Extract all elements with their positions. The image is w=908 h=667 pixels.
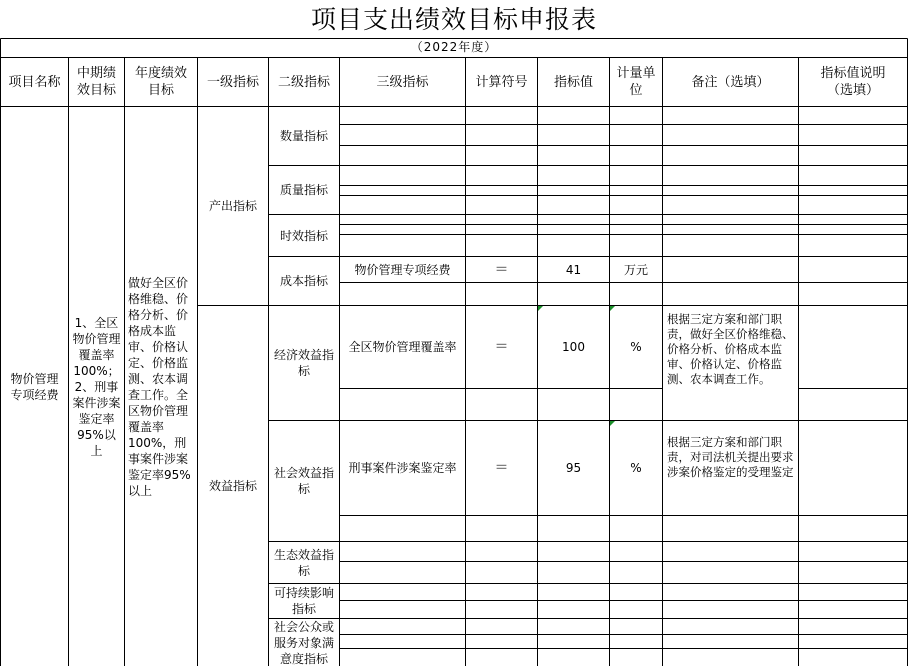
cost-value: 41 bbox=[565, 262, 582, 277]
header-unit: 计量单位 bbox=[616, 66, 656, 98]
header-value: 指标值 bbox=[553, 74, 593, 90]
social-unit: % bbox=[630, 461, 642, 475]
cost-indicator: 物价管理专项经费 bbox=[354, 262, 451, 277]
level2-quality: 质量指标 bbox=[279, 183, 328, 197]
header-level1: 一级指标 bbox=[206, 74, 259, 90]
social-indicator: 刑事案件涉案鉴定率 bbox=[348, 461, 457, 475]
level2-ecological: 生态效益指标 bbox=[273, 547, 334, 578]
header-symbol: 计算符号 bbox=[475, 74, 528, 90]
header-annual-goal: 年度绩效目标 bbox=[134, 66, 187, 98]
cell-marker bbox=[610, 306, 615, 311]
header-note: 备注（选填） bbox=[691, 74, 770, 90]
header-level2: 二级指标 bbox=[277, 74, 330, 90]
header-project-name: 项目名称 bbox=[8, 74, 61, 90]
annual-goal-cell: 做好全区价格维稳、价格分析、价格成本监审、价格认定、价格监测、农本调查工作。全区物价管理覆盖率100%，刑事案件涉案鉴定率95%以上 bbox=[128, 275, 191, 498]
cost-symbol: ＝ bbox=[494, 261, 509, 278]
level2-sustainable: 可持续影响指标 bbox=[273, 586, 334, 616]
cell-marker bbox=[538, 306, 543, 311]
level2-satisfaction: 社会公众或服务对象满意度指标 bbox=[273, 619, 334, 666]
mid-term-goal-cell: 1、全区物价管理覆盖率100%；2、刑事案件涉案鉴定率95%以上 bbox=[72, 315, 121, 458]
level1-output: 产出指标 bbox=[208, 199, 257, 213]
economic-unit: % bbox=[630, 340, 642, 354]
year-subtitle: （2022年度） bbox=[410, 40, 498, 54]
social-note: 根据三定方案和部门职责，对司法机关提出要求涉案价格鉴定的受理鉴定 bbox=[667, 435, 794, 479]
economic-indicator: 全区物价管理覆盖率 bbox=[348, 340, 457, 354]
page-title: 项目支出绩效目标申报表 bbox=[310, 5, 597, 34]
cell-marker bbox=[610, 421, 615, 426]
level2-cost: 成本指标 bbox=[279, 274, 328, 288]
level2-quantity: 数量指标 bbox=[279, 129, 328, 143]
social-value: 95 bbox=[565, 461, 582, 475]
header-mid-term-goal: 中期绩效目标 bbox=[76, 66, 116, 98]
economic-value: 100 bbox=[562, 340, 585, 354]
economic-symbol: ＝ bbox=[494, 339, 509, 355]
header-level3: 三级指标 bbox=[376, 74, 429, 90]
header-value-description: 指标值说明（选填） bbox=[820, 66, 886, 98]
level1-benefit: 效益指标 bbox=[208, 479, 257, 493]
cost-unit: 万元 bbox=[623, 262, 648, 277]
level2-social: 社会效益指标 bbox=[273, 466, 334, 496]
social-symbol: ＝ bbox=[494, 460, 509, 476]
level2-timeliness: 时效指标 bbox=[279, 228, 328, 243]
level2-economic: 经济效益指标 bbox=[273, 348, 334, 378]
economic-note: 根据三定方案和部门职责，做好全区价格维稳、价格分析、价格成本监审、价格认定、价格监测、农本调查工作。 bbox=[667, 312, 794, 386]
project-name-cell: 物价管理专项经费 bbox=[10, 371, 59, 402]
